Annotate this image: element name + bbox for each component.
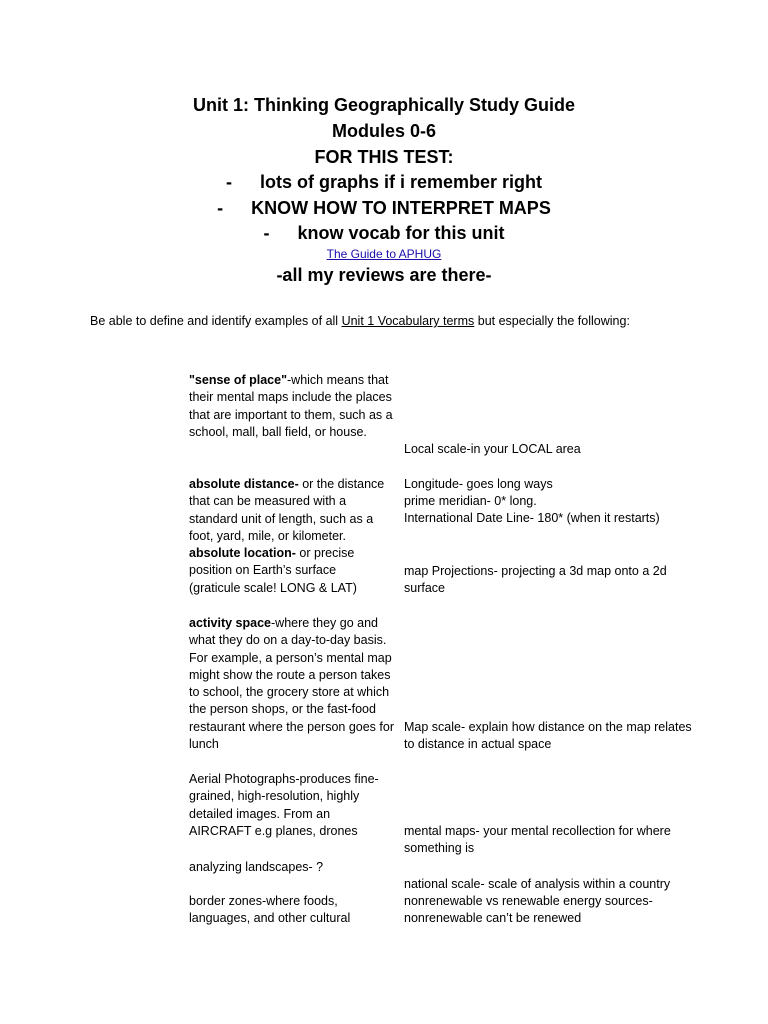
modules-heading: Modules 0-6 (331, 121, 437, 141)
intro-before: Be able to define and identify examples of all (90, 314, 342, 328)
bullet-dash: - (217, 198, 224, 218)
term-mental-maps: mental maps- your mental recollection for where something is (404, 824, 671, 856)
bullet-text: know vocab for this unit (297, 223, 505, 243)
aphug-guide-link[interactable]: The Guide to APHUG (326, 247, 442, 261)
term-international-date-line: International Date Line- 180* (when it restarts) (404, 511, 660, 525)
term-name: activity space (189, 616, 271, 630)
term-definition: analyzing landscapes- ? (189, 860, 324, 874)
term-prime-meridian: prime meridian- 0* long. (404, 494, 537, 508)
term-aerial-photographs (189, 771, 389, 840)
intro-after: but especially the following: (474, 314, 630, 328)
doc-title: Unit 1: Thinking Geographically Study Guide (192, 95, 576, 115)
intro-paragraph (90, 312, 730, 330)
vocabulary-terms-link[interactable]: Unit 1 Vocabulary terms (341, 314, 475, 328)
term-absolute-location (189, 545, 389, 597)
term-local-scale: Local scale-in your LOCAL area (404, 442, 581, 456)
term-definition: or the distance that can be measured with a standard unit of length, such as a foot, yard, mile, or kilometer. (189, 477, 385, 543)
term-absolute-distance (189, 476, 389, 545)
for-test-heading: FOR THIS TEST: (314, 147, 454, 167)
bullet-text: lots of graphs if i remember right (259, 172, 543, 192)
bullet-dash: - (263, 223, 270, 243)
term-longitude: Longitude- goes long ways (404, 477, 553, 491)
bullet-text: KNOW HOW TO INTERPRET MAPS (251, 198, 551, 218)
reviews-note: -all my reviews are there- (276, 265, 492, 285)
term-definition: -where they go and what they do on a day-to-day basis. For example, a person’s mental map might show the route a person takes to school, the grocery store at which the person shops, or the fast-food restaurant where the person goes for lunch (189, 616, 394, 752)
term-activity-space (189, 615, 399, 753)
bullet-dash: - (225, 172, 232, 192)
test-bullet-3 (0, 220, 768, 246)
term-map-projections: map Projections- projecting a 3d map onto a 2d surface (404, 564, 667, 596)
term-sense-of-place (189, 372, 399, 441)
term-map-scale: Map scale- explain how distance on the map relates to distance in actual space (404, 720, 692, 752)
term-nonrenewable: nonrenewable vs renewable energy sources- nonrenewable can’t be renewed (404, 894, 653, 926)
term-name: "sense of place" (189, 373, 288, 387)
term-definition: or precise position on Earth’s surface (graticule scale! LONG & LAT) (189, 546, 357, 595)
test-bullet-2 (0, 195, 768, 221)
term-name: absolute distance- (189, 477, 299, 491)
term-analyzing-landscapes (189, 859, 399, 876)
term-definition: Aerial Photographs-produces fine-grained, high-resolution, highly detailed images. From an AIRCRAFT e.g planes, drones (189, 772, 379, 838)
test-bullet-1 (0, 169, 768, 195)
term-national-scale: national scale- scale of analysis within a country (404, 877, 671, 891)
term-name: absolute location- (189, 546, 296, 560)
term-definition: -which means that their mental maps include the places that are important to them, such as a school, mall, ball field, or house. (189, 373, 393, 439)
term-border-zones (189, 893, 369, 928)
term-definition: border zones-where foods, languages, and other cultural (189, 894, 351, 926)
